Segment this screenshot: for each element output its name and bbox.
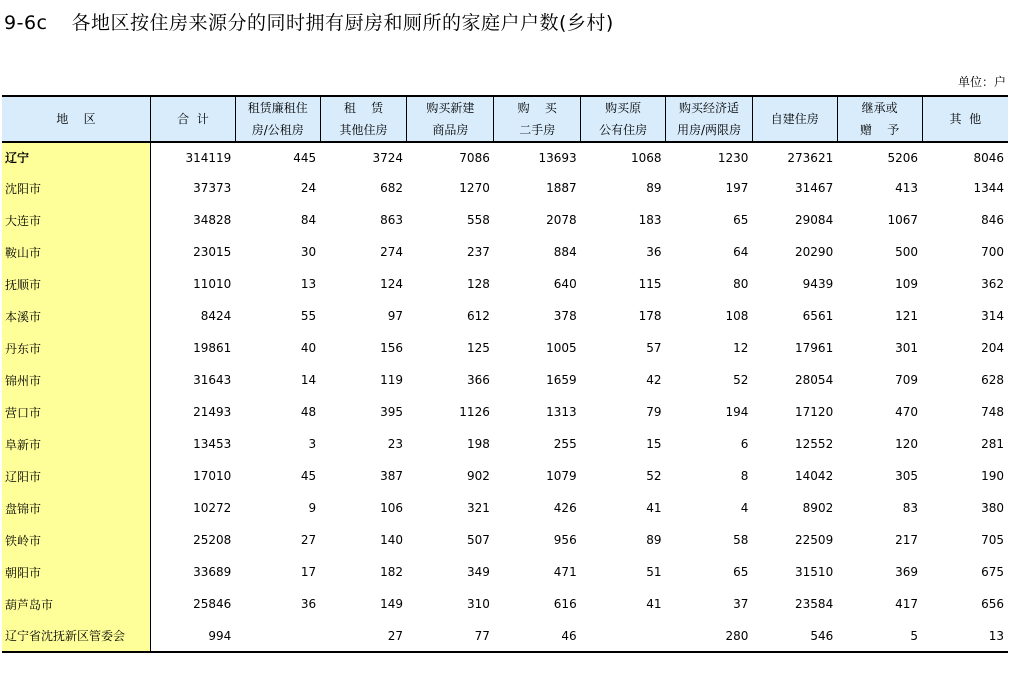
column-header — [320, 96, 407, 142]
value-cell: 13 — [300, 277, 317, 291]
table-row — [2, 524, 1008, 556]
value-cell: 46 — [494, 620, 581, 652]
value-cell: 426 — [553, 501, 577, 515]
value-cell: 546 — [752, 620, 837, 652]
value-cell: 217 — [895, 533, 919, 547]
value-cell: 2078 — [546, 213, 577, 227]
value-cell: 23015 — [193, 245, 232, 259]
value-cell: 197 — [725, 181, 749, 195]
value-cell: 198 — [466, 437, 490, 451]
value-cell: 616 — [553, 597, 577, 611]
value-cell: 500 — [895, 245, 919, 259]
header-row — [2, 96, 1008, 142]
value-cell: 445 — [293, 150, 317, 165]
value-cell: 24 — [300, 181, 317, 195]
column-header — [752, 96, 837, 142]
value-cell: 1313 — [546, 405, 577, 419]
region-cell: 辽宁 — [2, 142, 150, 172]
page-title — [4, 8, 614, 35]
value-cell: 42 — [646, 373, 662, 387]
value-cell: 33689 — [193, 565, 232, 579]
value-cell: 65 — [733, 213, 749, 227]
value-cell: 204 — [981, 341, 1004, 355]
value-cell: 178 — [638, 309, 662, 323]
column-header-line: 继承或 — [861, 101, 898, 115]
value-cell: 14042 — [795, 469, 834, 483]
region-cell: 丹东市 — [2, 332, 150, 364]
value-cell: 1126 — [459, 405, 490, 419]
value-cell: 183 — [638, 213, 662, 227]
value-cell: 40 — [300, 341, 317, 355]
value-cell: 369 — [895, 565, 919, 579]
value-cell: 25208 — [193, 533, 232, 547]
region-cell: 辽宁省沈抚新区管委会 — [2, 620, 150, 652]
region-cell: 大连市 — [2, 204, 150, 236]
region-cell: 阜新市 — [2, 428, 150, 460]
value-cell: 51 — [646, 565, 662, 579]
value-cell: 23 — [387, 437, 403, 451]
value-cell: 1079 — [546, 469, 577, 483]
region-cell: 营口市 — [2, 396, 150, 428]
table-title: 各地区按住房来源分的同时拥有厨房和厕所的家庭户户数(乡村) — [71, 12, 614, 34]
value-cell: 17010 — [193, 469, 232, 483]
value-cell: 255 — [553, 437, 577, 451]
value-cell: 362 — [981, 277, 1004, 291]
value-cell: 310 — [466, 597, 490, 611]
value-cell: 1067 — [887, 213, 919, 227]
value-cell: 120 — [895, 437, 919, 451]
value-cell — [581, 620, 666, 652]
value-cell: 64 — [733, 245, 749, 259]
region-cell: 本溪市 — [2, 300, 150, 332]
table-row — [2, 236, 1008, 268]
value-cell: 10272 — [193, 501, 232, 515]
value-cell: 612 — [466, 309, 490, 323]
table-row — [2, 620, 1008, 652]
value-cell: 314 — [981, 309, 1004, 323]
value-cell: 182 — [380, 565, 403, 579]
value-cell: 314119 — [185, 150, 232, 165]
value-cell: 13453 — [193, 437, 232, 451]
value-cell: 83 — [902, 501, 919, 515]
value-cell: 45 — [300, 469, 317, 483]
value-cell: 30 — [300, 245, 317, 259]
value-cell: 700 — [981, 245, 1004, 259]
column-header — [407, 96, 494, 142]
value-cell: 280 — [666, 620, 753, 652]
value-cell: 237 — [466, 245, 490, 259]
value-cell: 395 — [380, 405, 403, 419]
value-cell: 25846 — [193, 597, 232, 611]
value-cell: 12 — [733, 341, 749, 355]
value-cell: 558 — [466, 213, 490, 227]
value-cell: 413 — [895, 181, 919, 195]
value-cell: 29084 — [795, 213, 834, 227]
value-cell: 14 — [300, 373, 317, 387]
value-cell: 128 — [466, 277, 490, 291]
column-header-line: 赠 予 — [860, 123, 900, 137]
value-cell: 628 — [981, 373, 1004, 387]
region-cell: 盘锦市 — [2, 492, 150, 524]
value-cell: 349 — [466, 565, 490, 579]
value-cell: 321 — [466, 501, 490, 515]
value-cell: 41 — [646, 597, 662, 611]
value-cell: 121 — [895, 309, 919, 323]
table-row — [2, 204, 1008, 236]
value-cell: 387 — [380, 469, 403, 483]
region-cell: 辽阳市 — [2, 460, 150, 492]
value-cell: 3724 — [372, 150, 403, 165]
value-cell: 1068 — [630, 150, 662, 165]
value-cell: 22509 — [795, 533, 834, 547]
value-cell: 52 — [733, 373, 749, 387]
value-cell: 366 — [466, 373, 490, 387]
value-cell: 194 — [725, 405, 749, 419]
column-header — [837, 96, 922, 142]
value-cell: 471 — [553, 565, 577, 579]
value-cell: 149 — [380, 597, 403, 611]
region-cell: 鞍山市 — [2, 236, 150, 268]
value-cell: 17 — [300, 565, 317, 579]
value-cell: 58 — [733, 533, 749, 547]
value-cell: 55 — [300, 309, 317, 323]
column-header — [235, 96, 320, 142]
value-cell — [235, 620, 320, 652]
column-header-line: 用房/两限房 — [676, 123, 741, 137]
value-cell: 884 — [553, 245, 577, 259]
value-cell: 28054 — [795, 373, 834, 387]
value-cell: 709 — [895, 373, 919, 387]
value-cell: 190 — [981, 469, 1004, 483]
column-header — [922, 96, 1008, 142]
value-cell: 36 — [300, 597, 317, 611]
value-cell: 9439 — [802, 277, 834, 291]
value-cell: 902 — [466, 469, 490, 483]
region-cell: 锦州市 — [2, 364, 150, 396]
value-cell: 9 — [308, 501, 317, 515]
table-row — [2, 556, 1008, 588]
value-cell: 3 — [308, 437, 317, 451]
table-row — [2, 428, 1008, 460]
column-header-line: 公有住房 — [599, 123, 648, 137]
value-cell: 4 — [740, 501, 749, 515]
column-header-line: 合 计 — [177, 112, 209, 126]
value-cell: 8 — [740, 469, 749, 483]
column-header-line: 其他住房 — [339, 123, 388, 137]
table-row — [2, 364, 1008, 396]
value-cell: 125 — [466, 341, 490, 355]
value-cell: 8046 — [973, 150, 1004, 165]
value-cell: 17120 — [795, 405, 834, 419]
value-cell: 5206 — [887, 150, 919, 165]
value-cell: 656 — [981, 597, 1004, 611]
value-cell: 124 — [380, 277, 403, 291]
value-cell: 80 — [733, 277, 749, 291]
column-header-line: 地 区 — [56, 112, 96, 126]
table-row — [2, 142, 1008, 172]
column-header-line: 自建住房 — [770, 112, 819, 126]
unit-label: 单位：户 — [957, 75, 1006, 89]
value-cell: 5 — [837, 620, 922, 652]
table-row — [2, 172, 1008, 204]
table-body — [2, 142, 1008, 652]
value-cell: 19861 — [193, 341, 232, 355]
value-cell: 682 — [380, 181, 403, 195]
value-cell: 1344 — [973, 181, 1004, 195]
value-cell: 378 — [553, 309, 577, 323]
value-cell: 140 — [380, 533, 403, 547]
value-cell: 994 — [150, 620, 235, 652]
value-cell: 8424 — [200, 309, 232, 323]
value-cell: 507 — [466, 533, 490, 547]
value-cell: 6561 — [802, 309, 834, 323]
data-table — [2, 95, 1008, 653]
value-cell: 305 — [895, 469, 919, 483]
table-row — [2, 300, 1008, 332]
value-cell: 301 — [895, 341, 919, 355]
value-cell: 12552 — [795, 437, 834, 451]
value-cell: 748 — [981, 405, 1004, 419]
value-cell: 31510 — [795, 565, 834, 579]
value-cell: 20290 — [795, 245, 834, 259]
value-cell: 417 — [895, 597, 919, 611]
column-header-line: 购买新建 — [426, 101, 475, 115]
column-header — [150, 96, 235, 142]
value-cell: 846 — [981, 213, 1004, 227]
value-cell: 23584 — [795, 597, 834, 611]
value-cell: 36 — [646, 245, 662, 259]
value-cell: 274 — [380, 245, 403, 259]
value-cell: 34828 — [193, 213, 232, 227]
value-cell: 13 — [922, 620, 1008, 652]
value-cell: 37373 — [193, 181, 232, 195]
region-cell: 沈阳市 — [2, 172, 150, 204]
value-cell: 1887 — [546, 181, 577, 195]
value-cell: 119 — [380, 373, 403, 387]
value-cell: 273621 — [787, 150, 834, 165]
value-cell: 48 — [300, 405, 317, 419]
value-cell: 106 — [380, 501, 403, 515]
region-cell: 葫芦岛市 — [2, 588, 150, 620]
value-cell: 1659 — [546, 373, 577, 387]
value-cell: 31467 — [795, 181, 834, 195]
column-header-line: 购 买 — [517, 101, 557, 115]
value-cell: 52 — [646, 469, 662, 483]
column-header-line: 房/公租房 — [251, 123, 304, 137]
value-cell: 281 — [981, 437, 1004, 451]
value-cell: 84 — [300, 213, 317, 227]
value-cell: 21493 — [193, 405, 232, 419]
value-cell: 97 — [387, 309, 403, 323]
value-cell: 79 — [646, 405, 662, 419]
region-cell: 铁岭市 — [2, 524, 150, 556]
table-code: 9-6c — [4, 12, 48, 34]
value-cell: 11010 — [193, 277, 232, 291]
value-cell: 89 — [646, 181, 662, 195]
value-cell: 705 — [981, 533, 1004, 547]
column-header-line: 租赁廉租住 — [247, 101, 308, 115]
column-header — [2, 96, 150, 142]
value-cell: 89 — [646, 533, 662, 547]
table-row — [2, 588, 1008, 620]
value-cell: 675 — [981, 565, 1004, 579]
column-header — [666, 96, 753, 142]
region-cell: 抚顺市 — [2, 268, 150, 300]
column-header-line: 商品房 — [432, 123, 469, 137]
value-cell: 109 — [895, 277, 919, 291]
column-header — [581, 96, 666, 142]
column-header-line: 其 他 — [949, 112, 982, 126]
value-cell: 41 — [646, 501, 662, 515]
value-cell: 470 — [895, 405, 919, 419]
value-cell: 37 — [733, 597, 749, 611]
column-header — [494, 96, 581, 142]
value-cell: 17961 — [795, 341, 834, 355]
value-cell: 7086 — [459, 150, 490, 165]
region-cell: 朝阳市 — [2, 556, 150, 588]
value-cell: 115 — [638, 277, 662, 291]
table-row — [2, 396, 1008, 428]
value-cell: 15 — [646, 437, 662, 451]
value-cell: 6 — [740, 437, 749, 451]
value-cell: 1005 — [546, 341, 577, 355]
value-cell: 65 — [733, 565, 749, 579]
column-header-line: 购买经济适 — [678, 101, 739, 115]
column-header-line: 二手房 — [519, 123, 556, 137]
table-row — [2, 460, 1008, 492]
value-cell: 156 — [380, 341, 403, 355]
value-cell: 57 — [646, 341, 662, 355]
value-cell: 27 — [320, 620, 407, 652]
value-cell: 31643 — [193, 373, 232, 387]
value-cell: 380 — [981, 501, 1004, 515]
table-row — [2, 492, 1008, 524]
value-cell: 108 — [725, 309, 749, 323]
value-cell: 8902 — [802, 501, 834, 515]
value-cell: 640 — [553, 277, 577, 291]
value-cell: 77 — [407, 620, 494, 652]
value-cell: 863 — [380, 213, 403, 227]
table-row — [2, 268, 1008, 300]
value-cell: 1230 — [717, 150, 749, 165]
table-row — [2, 332, 1008, 364]
value-cell: 956 — [553, 533, 577, 547]
value-cell: 1270 — [459, 181, 490, 195]
column-header-line: 购买原 — [605, 101, 642, 115]
column-header-line: 租 赁 — [343, 101, 384, 115]
value-cell: 27 — [300, 533, 317, 547]
value-cell: 13693 — [538, 150, 577, 165]
